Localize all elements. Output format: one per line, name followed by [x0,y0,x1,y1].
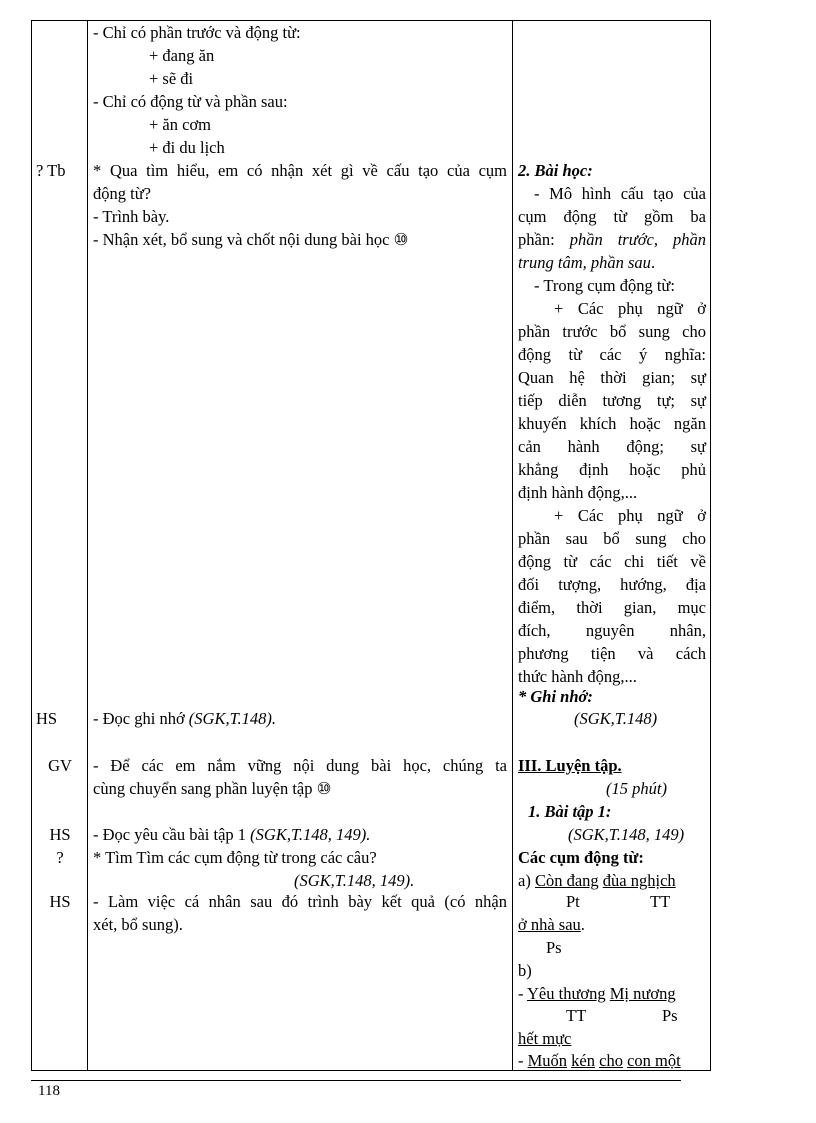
activity-line: + đang ăn [149,46,215,65]
lesson-table [31,20,711,1071]
content-line: định hành động,... [518,483,638,502]
verb-phrases-title: Các cụm động từ: [518,848,644,867]
content-line: phần sau bổ sung cho [518,529,706,548]
content-line: đích, nguyên nhân, [518,621,706,640]
exercise-title: 1. Bài tập 1: [528,802,612,821]
content-line: phần trước bổ sung cho [518,322,706,341]
label-ps-2: Ps [662,1006,678,1025]
activity-line: - Trình bày. [93,207,170,226]
label-tt: TT [650,892,671,911]
activity-line: - Chỉ có động từ và phần sau: [93,92,288,111]
role-gv: GV [48,756,72,775]
role-tb: ? Tb [36,161,66,180]
example-b: - Yêu thương Mị nương [518,984,676,1003]
example-b-cont: hết mực [518,1029,572,1048]
activity-question: * Qua tìm hiểu, em có nhận xét gì về cấu tạo của cụm [93,161,507,180]
content-line: - Mô hình cấu tạo của [534,184,706,203]
activity-line: - Nhận xét, bổ sung và chốt nội dung bài học ⑩ [93,230,409,249]
content-line: động từ các ý nghĩa: [518,345,706,364]
ghi-nho-ref: (SGK,T.148) [574,709,658,728]
content-line: phần: phần trước, phần [518,230,706,249]
role-question: ? [56,848,64,867]
activity-line: - Đọc yêu cầu bài tập 1 (SGK,T.148, 149). [93,825,371,844]
content-line: phương tiện và cách [518,644,706,663]
role-hs-2: HS [49,825,71,844]
column-divider-2 [512,21,513,1070]
activity-line: - Chỉ có phần trước và động từ: [93,23,301,42]
content-line: động từ các chi tiết về [518,552,706,571]
content-line: đối tượng, hướng, địa [518,575,706,594]
ghi-nho-title: * Ghi nhớ: [518,687,593,706]
activity-line: động từ? [93,184,151,203]
section-title-luyen-tap: III. Luyện tập. [518,756,622,775]
content-line: trung tâm, phần sau. [518,253,656,272]
content-line: - Trong cụm động từ: [534,276,675,295]
time-note: (15 phút) [606,779,667,798]
activity-line: cùng chuyển sang phần luyện tập ⑩ [93,779,332,798]
role-hs-3: HS [49,892,71,911]
content-line: + Các phụ ngữ ở [554,299,706,318]
content-line: + Các phụ ngữ ở [554,506,706,525]
content-line: khuyến khích hoặc ngăn [518,414,706,433]
label-tt-2: TT [566,1006,587,1025]
footer-rule [31,1080,681,1081]
label-ps: Ps [546,938,562,957]
content-line: Quan hệ thời gian; sự [518,368,706,387]
activity-line: - Để các em nắm vững nội dung bài học, chúng ta [93,756,507,775]
example-a: a) Còn đang đùa nghịch [518,871,676,890]
label-pt: Pt [566,892,580,911]
content-line: khẳng định hoặc phủ [518,460,706,479]
exercise-ref: (SGK,T.148, 149) [568,825,685,844]
content-line: cụm động từ gồm ba [518,207,706,226]
activity-ref: (SGK,T.148, 149). [294,871,415,890]
activity-line: - Đọc ghi nhớ (SGK,T.148). [93,709,277,728]
content-line: cản hành động; sự [518,437,706,456]
example-b-label: b) [518,961,532,980]
content-line: thức hành động,... [518,667,637,686]
role-hs-1: HS [36,709,58,728]
activity-line: xét, bổ sung). [93,915,183,934]
column-divider-1 [87,21,88,1070]
activity-line: + ăn cơm [149,115,212,134]
section-title-bai-hoc: 2. Bài học: [518,161,593,180]
content-line: điểm, thời gian, mục [518,598,706,617]
activity-line: + sẽ đi [149,69,194,88]
example-a-cont: ở nhà sau. [518,915,585,934]
activity-line: - Làm việc cá nhân sau đó trình bày kết quả (có nhận [93,892,507,911]
page-number: 118 [38,1083,60,1099]
activity-line: * Tìm Tìm các cụm động từ trong các câu? [93,848,377,867]
content-line: tiếp diễn tương tự; sự [518,391,706,410]
example-c: - Muốn kén cho con một [518,1051,681,1070]
activity-line: + đi du lịch [149,138,225,157]
